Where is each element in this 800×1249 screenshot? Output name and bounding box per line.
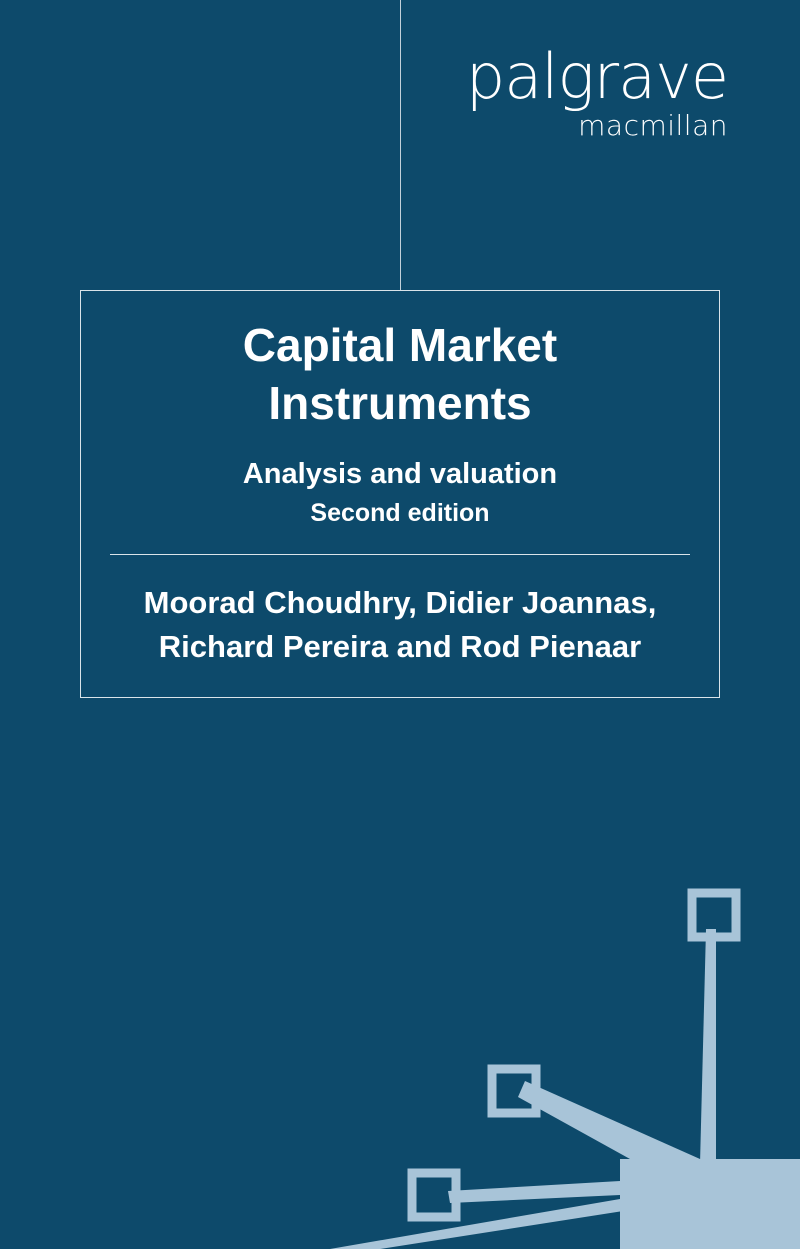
book-edition: Second edition: [310, 499, 490, 527]
book-authors-line-1: Moorad Choudhry, Didier Joannas,: [143, 585, 657, 620]
vertical-rule: [400, 0, 401, 290]
book-title-line-2: Instruments: [268, 376, 532, 429]
publisher-imprint: macmillan: [578, 109, 728, 142]
title-divider: [110, 554, 690, 555]
publisher-logo: [465, 40, 728, 142]
network-graphic: [0, 829, 800, 1249]
book-title: [81, 317, 719, 432]
book-authors: [81, 581, 719, 669]
publisher-brand: palgrave: [465, 40, 728, 113]
title-frame: [80, 290, 720, 698]
book-authors-line-2: Richard Pereira and Rod Pienaar: [158, 629, 642, 665]
book-subtitle: Analysis and valuation: [242, 458, 558, 490]
book-title-line-1: Capital Market: [242, 319, 558, 371]
